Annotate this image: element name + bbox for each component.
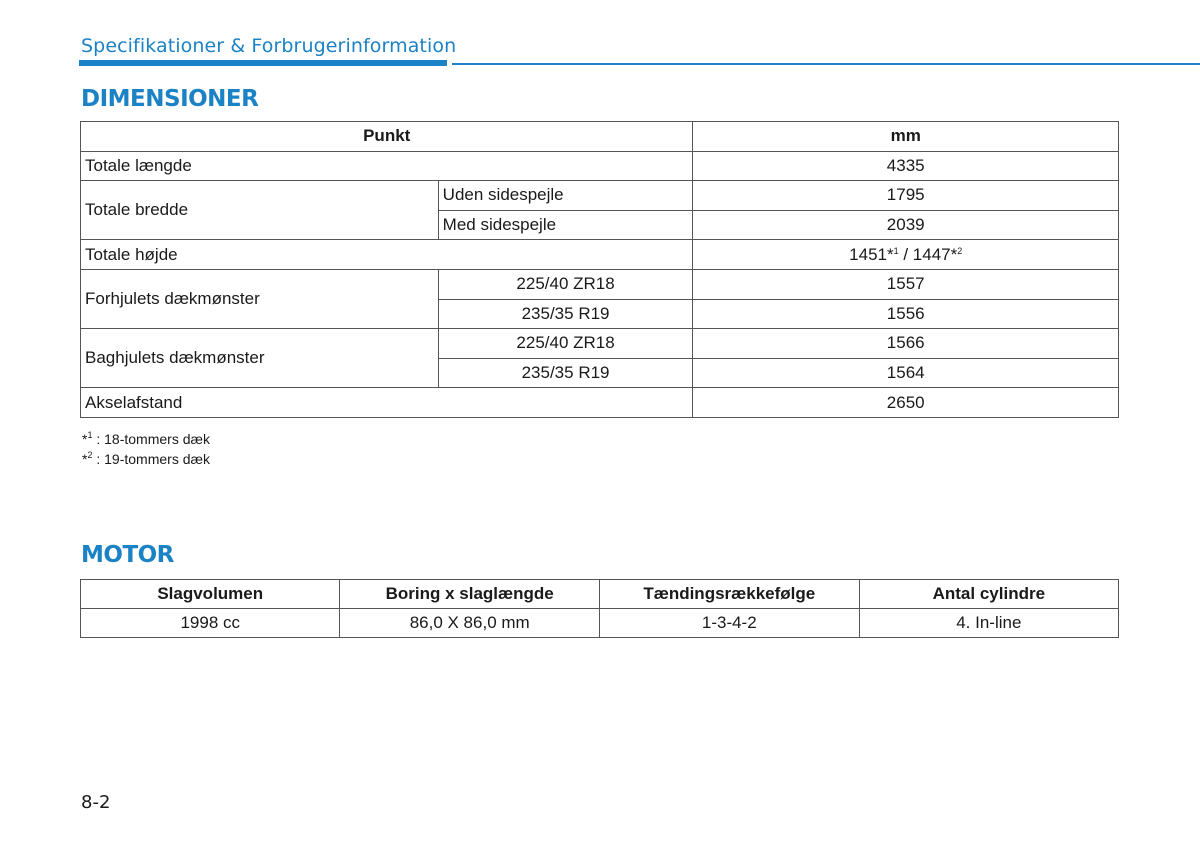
table-row [81,151,1119,181]
footnote-mark: * [82,451,88,467]
row-value: 1566 [693,329,1119,359]
table-row [81,388,1119,418]
motor-table [80,579,1119,638]
row-label: Forhjulets dækmønster [81,269,439,328]
header-accent-bar [79,60,447,66]
row-sublabel: 235/35 R19 [438,358,693,388]
column-header: Slagvolumen [81,580,340,609]
footnote-marker: 2 [957,245,963,256]
table-row [81,240,1119,270]
row-label: Totale bredde [81,181,439,240]
row-value: 1795 [693,181,1119,211]
table-cell: 1998 cc [81,609,340,638]
footnote-number: 2 [87,450,93,460]
table-cell: 1-3-4-2 [599,609,859,638]
height-value-18in: 1451* [849,244,894,264]
table-row [81,269,1119,299]
row-value: 1556 [693,299,1119,329]
table-header-row [81,580,1119,609]
column-header-item: Punkt [81,122,693,152]
height-value-19in: 1447* [912,244,958,264]
section-header-title: Specifikationer & Forbrugerinformation [81,35,457,57]
page-number: 8-2 [81,792,111,813]
column-header: Antal cylindre [859,580,1118,609]
table-row [81,329,1119,359]
row-sublabel: 235/35 R19 [438,299,693,329]
table-row [81,609,1119,638]
row-label: Baghjulets dækmønster [81,329,439,388]
row-value [693,240,1119,270]
column-header: Tændingsrækkefølge [599,580,859,609]
row-value: 1557 [693,269,1119,299]
column-header-mm: mm [693,122,1119,152]
footnote [82,431,210,447]
motor-heading: MOTOR [81,542,174,568]
footnote-marker: 1 [893,245,899,256]
footnote-text: : 19-tommers dæk [92,451,210,467]
row-sublabel: 225/40 ZR18 [438,329,693,359]
row-sublabel: Uden sidespejle [438,181,693,211]
row-value: 2650 [693,388,1119,418]
table-header-row [81,122,1119,152]
row-label: Akselafstand [81,388,693,418]
table-row [81,181,1119,211]
row-sublabel: 225/40 ZR18 [438,269,693,299]
footnote [82,451,210,467]
footnote-text: : 18-tommers dæk [92,431,210,447]
row-sublabel: Med sidespejle [438,210,693,240]
header-rule [452,63,1200,65]
row-value: 4335 [693,151,1119,181]
value-separator: / [898,244,913,264]
dimensions-table [80,121,1119,418]
table-cell: 86,0 X 86,0 mm [340,609,599,638]
row-value: 2039 [693,210,1119,240]
footnote-number: 1 [87,430,93,440]
row-label: Totale længde [81,151,693,181]
dimensions-heading: DIMENSIONER [81,86,259,112]
column-header: Boring x slaglængde [340,580,599,609]
footnote-mark: * [82,431,88,447]
row-label: Totale højde [81,240,693,270]
table-cell: 4. In-line [859,609,1118,638]
row-value: 1564 [693,358,1119,388]
